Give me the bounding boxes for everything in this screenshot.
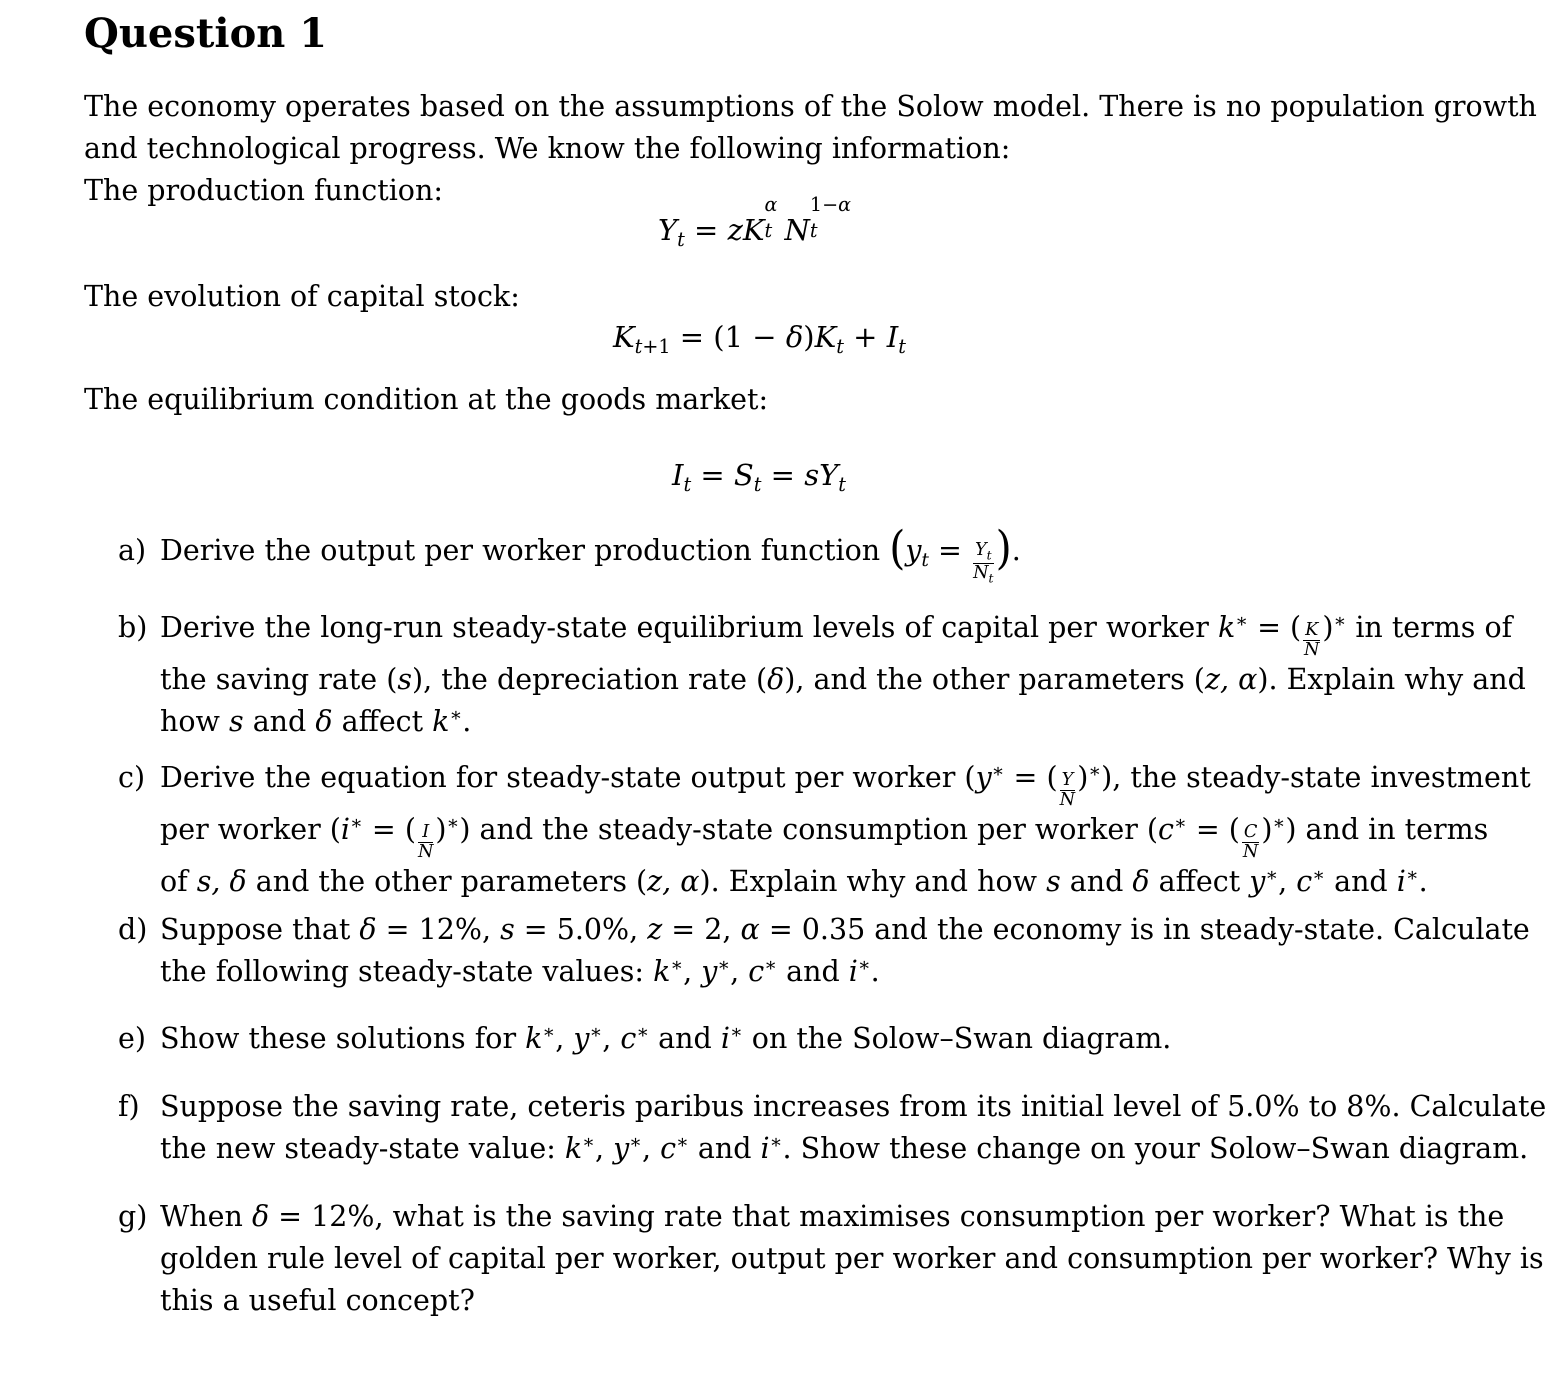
item-g-line2: golden rule level of capital per worker, output per worker and consumption per worker? Why is	[160, 1242, 1544, 1275]
question-title: Question 1	[84, 10, 328, 57]
item-b-line1b: in terms of	[1355, 611, 1513, 644]
intro-line-1: The economy operates based on the assumptions of the Solow model. There is no population growth	[84, 90, 1537, 123]
item-g: g) When δ = 12%, what is the saving rate that maximises consumption per worker? What is the golden rule level of capital per worker, output per worker and consumption per worker? Why is this a useful concept?	[118, 1196, 1440, 1322]
item-g-line3: this a useful concept?	[160, 1284, 475, 1317]
item-b-label: b)	[118, 611, 148, 644]
item-f-line2c: . Show these change on your Solow–Swan diagram.	[782, 1132, 1529, 1165]
item-f: f) Suppose the saving rate, ceteris paribus increases from its initial level of 5.0% to 8%. Calculate the new steady-state value: k∗, y∗, c∗ and i∗. Show these change on your Solow–Swan diagram.	[118, 1086, 1440, 1170]
item-g-delta-value: 12%	[311, 1200, 375, 1233]
saving-rate-value: 5.0%	[556, 913, 630, 946]
item-c-line2a: per worker (	[160, 813, 341, 847]
item-b: b) Derive the long-run steady-state equilibrium levels of capital per worker k∗ = ( $\frac{K}{N}$ )∗ in terms of the saving rate (s), the depreciation rate (δ), and the other parameters (z, α). Explain why and how s and δ affect k∗.	[118, 607, 1440, 743]
item-b-line2b: ), the depreciation rate (	[411, 663, 768, 697]
item-c-line3d: and	[1069, 865, 1124, 899]
item-b-line2d: ). Explain why and	[1257, 663, 1526, 697]
item-d-line1a: Suppose that	[160, 913, 351, 946]
z-value: 2	[704, 913, 723, 946]
item-c: c) Derive the equation for steady-state output per worker (y∗ = ( $\frac{Y}{N}$ )∗), the steady-state investment per worker (i∗ = ( $\frac{I}{N}$ )∗) and the steady-state consumption per worker (c∗ = ( $\frac{C}{N}$ )∗) and in terms of s, δ and the other parameters (z, α). Explain why and how s and δ affect y∗, c∗ and i∗.	[118, 757, 1440, 903]
item-a-text: Derive the output per worker production function	[160, 534, 881, 567]
item-f-line1: Suppose the saving rate, ceteris paribus increases from its initial level of 5.0% to 8%. Calculate	[160, 1090, 1547, 1123]
item-b-line2a: the saving rate (	[160, 663, 398, 697]
item-g-line1b: , what is the saving rate that maximises consumption per worker? What is the	[374, 1200, 1505, 1233]
production-equation: $Y_t$ = zK α t N 1−α t	[658, 193, 852, 252]
item-b-line3b: and	[252, 705, 307, 739]
production-label: The production function:	[84, 174, 443, 207]
item-d: d) Suppose that δ = 12%, s = 5.0%, z = 2, α = 0.35 and the economy is in steady-state. Calculate the following steady-state values: k∗, y∗, c∗ and i∗.	[118, 909, 1440, 993]
delta-value: 12%	[418, 913, 482, 946]
item-d-line1b: and the economy is in steady-state. Calculate	[874, 913, 1530, 946]
intro-line-2: and technological progress. We know the following information:	[84, 132, 1011, 165]
capital-label: The evolution of capital stock:	[84, 280, 520, 313]
item-b-line1a: Derive the long-run steady-state equilibrium levels of capital per worker	[160, 611, 1209, 644]
item-d-label: d)	[118, 913, 148, 946]
equilibrium-equation: $I_t = S_t = sY_t$	[672, 458, 846, 497]
item-c-line3c: ). Explain why and how	[699, 865, 1037, 899]
item-e: e) Show these solutions for k∗, y∗, c∗ and i∗ on the Solow–Swan diagram.	[118, 1018, 1440, 1060]
item-e-line1a: Show these solutions for	[160, 1022, 517, 1055]
item-c-line3b: and the other parameters (	[255, 865, 648, 899]
item-c-line1b: ), the steady-state investment	[1101, 761, 1531, 794]
item-c-line2c: ) and in terms	[1285, 813, 1489, 847]
item-f-line2a: the new steady-state value:	[160, 1132, 556, 1165]
item-c-line1a: Derive the equation for steady-state output per worker (	[160, 761, 976, 794]
item-g-line1a: When	[160, 1200, 243, 1233]
item-c-line3e: affect	[1158, 865, 1241, 899]
item-a: a) Derive the output per worker production function ($y_t$ = $\frac{Y_t}{N_t}$ ).	[118, 521, 1021, 586]
item-e-line1c: on the Solow–Swan diagram.	[751, 1022, 1172, 1055]
item-e-label: e)	[118, 1022, 146, 1055]
item-g-label: g)	[118, 1200, 148, 1233]
item-e-line1b: and	[658, 1022, 712, 1055]
item-b-line2c: ), and the other parameters (	[784, 663, 1205, 697]
item-a-label: a)	[118, 534, 147, 567]
equilibrium-label: The equilibrium condition at the goods market:	[84, 383, 769, 416]
item-f-label: f)	[118, 1090, 140, 1123]
item-d-line2a: the following steady-state values:	[160, 955, 645, 988]
item-d-line2b: and	[786, 955, 840, 988]
capital-equation: $K_{t+1} = (1 - \delta)K_t + I_t$	[613, 320, 906, 359]
item-f-line2b: and	[697, 1132, 752, 1165]
item-b-line3c: affect	[341, 705, 424, 739]
item-c-line3f: and	[1334, 865, 1388, 899]
item-b-line3a: how	[160, 705, 220, 739]
item-c-line2b: ) and the steady-state consumption per worker (	[459, 813, 1159, 847]
alpha-value: 0.35	[801, 913, 866, 946]
item-c-label: c)	[118, 761, 146, 794]
item-c-line3a: of	[160, 865, 188, 899]
